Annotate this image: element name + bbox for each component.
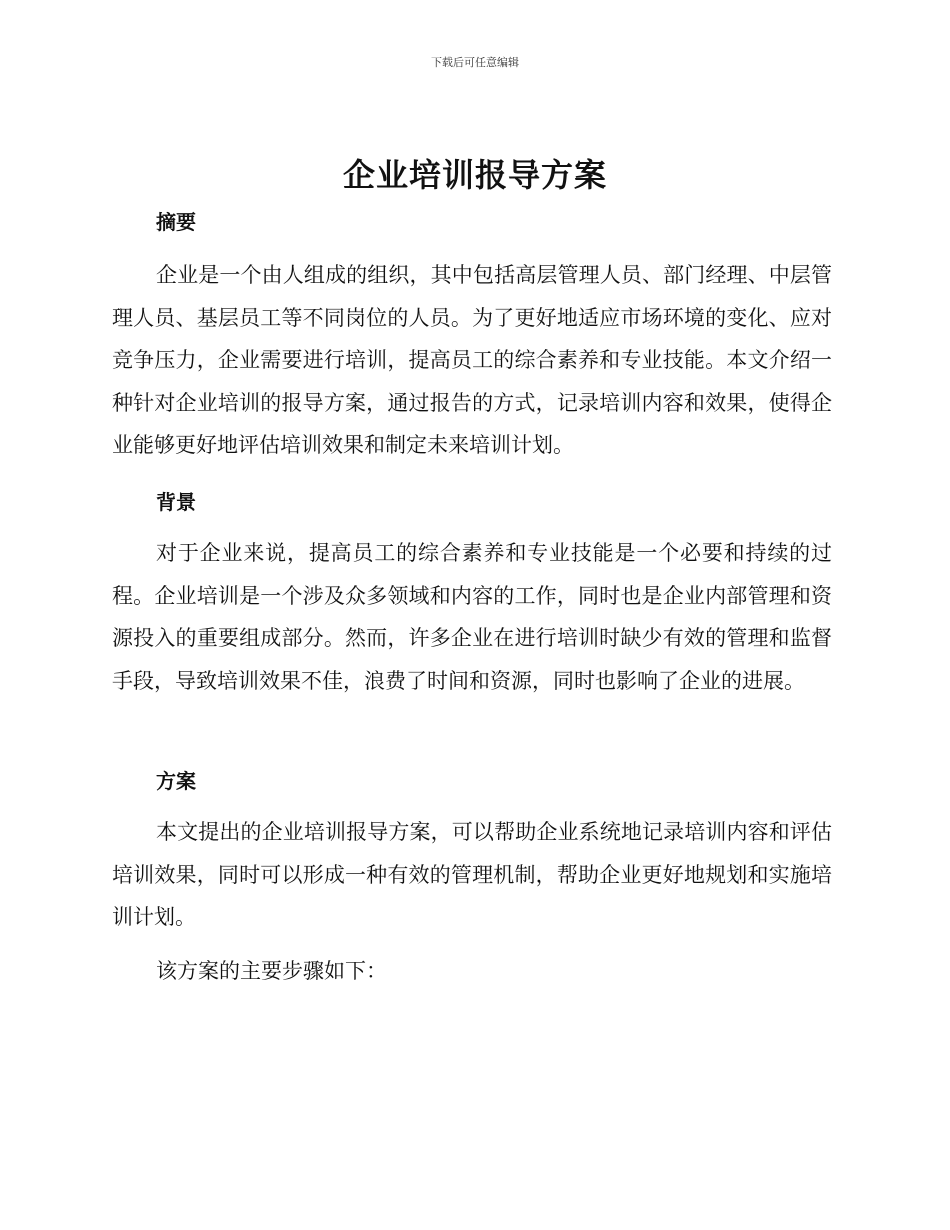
plan-paragraph: 本文提出的企业培训报导方案，可以帮助企业系统地记录培训内容和评估培训效果，同时可以形成一种有效的管理机制，帮助企业更好地规划和实施培训计划。 [112,820,832,929]
section-heading-abstract: 摘要 [156,210,196,234]
section-heading-background: 背景 [156,490,196,514]
plan-steps-intro: 该方案的主要步骤如下： [156,959,387,983]
abstract-paragraph: 企业是一个由人组成的组织，其中包括高层管理人员、部门经理、中层管理人员、基层员工等不同岗位的人员。为了更好地适应市场环境的变化、应对竞争压力，企业需要进行培训，提高员工的综合素养和专业技能。本文介绍一种针对企业培训的报导方案，通过报告的方式，记录培训内容和效果，使得企业能够更好地评估培训效果和制定未来培训计划。 [112,263,832,457]
background-paragraph: 对于企业来说，提高员工的综合素养和专业技能是一个必要和持续的过程。企业培训是一个涉及众多领域和内容的工作，同时也是企业内部管理和资源投入的重要组成部分。然而，许多企业在进行培训时缺少有效的管理和监督手段，导致培训效果不佳，浪费了时间和资源，同时也影响了企业的进展。 [112,541,832,693]
page-header-note: 下载后可任意编辑 [431,56,519,69]
section-heading-plan: 方案 [156,769,196,793]
document-title: 企业培训报导方案 [342,156,607,194]
